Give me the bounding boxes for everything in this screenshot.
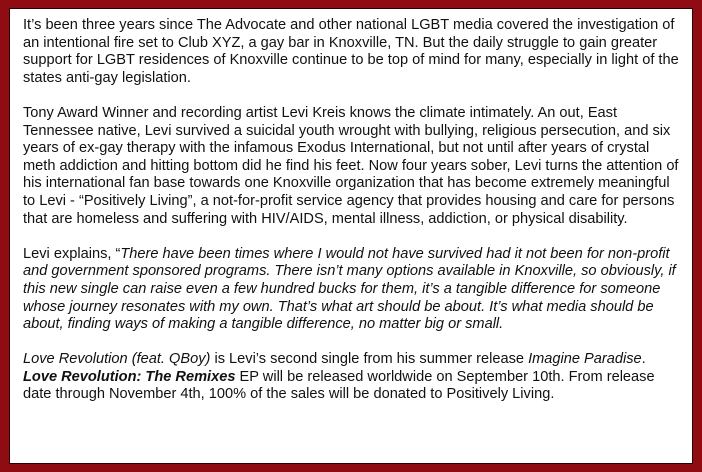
paragraph-levi-background: Tony Award Winner and recording artist Levi Kreis knows the climate intimately. An out, East Tennessee native, Levi survived a suicidal youth wrought with bullying, religious persecution, and six years of ex-gay therapy with the infamous Exodus International, but not until after years of crystal meth addiction and hitting bottom did he find his feet. Now four years sober, Levi turns the attention of his international fan base towards one Knoxville organization that has become extremely meaningful to Levi - “Positively Living”, a not-for-profit service agency that provides housing and care for persons that are homeless and suffering with HIV/AIDS, mental illness, addiction, or physical disability. [23, 104, 679, 227]
ep-title: Love Revolution: The Remixes [23, 368, 236, 385]
quote-text: There have been times where I would not have survived had it not been for non-profit and government sponsored programs. There isn’t many options available in Knoxville, so obviously, if this new single can raise even a few hundred bucks for them, it’s a tangible difference for someone whose journey resonates with my own. That’s what art should be about. It’s what media should be about, finding ways of making a tangible difference, no matter big or small. [23, 245, 676, 333]
release-text-1: is Levi’s second single from his summer release [210, 351, 529, 368]
quote-lead: Levi explains, “ [23, 245, 121, 262]
paragraph-intro: It’s been three years since The Advocate and other national LGBT media covered the investigation of an intentional fire set to Club XYZ, a gay bar in Knoxville, TN. But the daily struggle to gain greater support for LGBT residences of Knoxville continue to be top of mind for many, especially in light of the states anti-gay legislation. [23, 17, 679, 86]
release-text-2: . [641, 351, 646, 368]
article-panel [9, 8, 693, 464]
paragraph-levi-quote [23, 246, 682, 334]
single-title: Love Revolution (feat. QBoy) [23, 351, 211, 368]
album-title: Imagine Paradise [528, 351, 642, 368]
paragraph-release-info [23, 351, 682, 404]
release-text-3: EP will be released worldwide on September 10th. From release date through November 4th, 100% of the sales will be donated to Positively Living. [23, 368, 655, 403]
